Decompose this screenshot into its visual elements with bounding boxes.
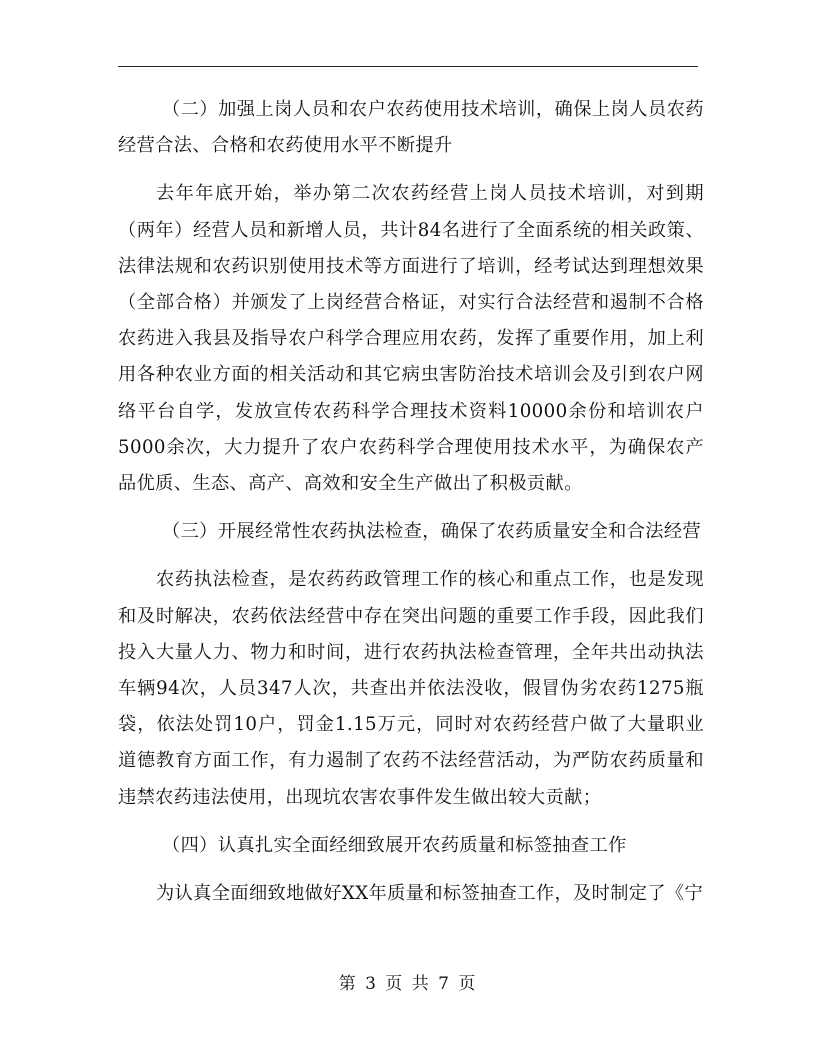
section-heading-2: （二）加强上岗人员和农户农药使用技术培训，确保上岗人员农药经营合法、合格和农药使用水平不断提升 bbox=[118, 99, 704, 157]
body-paragraph: 去年年底开始，举办第二次农药经营上岗人员技术培训，对到期（两年）经营人员和新增人员，共计84名进行了全面系统的相关政策、法律法规和农药识别使用技术等方面进行了培训，经考试达到理想效果（全部合格）并颁发了上岗经营合格证，对实行合法经营和遏制不合格农药进入我县及指导农户科学合理应用农药，发挥了重要作用，加上利用各种农业方面的相关活动和其它病虫害防治技术培训会及引到农户网络平台自学，发放宣传农药科学合理技术资料10000余份和培训农户5000余次，大力提升了农户农药科学合理使用技术水平，为确保农产品优质、生态、高产、高效和安全生产做出了积极贡献。 bbox=[118, 183, 704, 495]
paragraph-gap bbox=[118, 164, 704, 176]
section-heading-3: （三）开展经常性农药执法检查，确保了农药质量安全和合法经营 bbox=[162, 521, 702, 543]
page-number-footer: 第 3 页 共 7 页 bbox=[338, 974, 478, 994]
body-paragraph: 农药执法检查，是农药药政管理工作的核心和重点工作，也是发现和及时解决，农药依法经营中存在突出问题的重要工作手段，因此我们投入大量人力、物力和时间，进行农药执法检查管理，全年共出动执法车辆94次，人员347人次，共查出并依法没收，假冒伪劣农药1275瓶袋，依法处罚10户，罚金1.15万元，同时对农药经营户做了大量职业道德教育方面工作，有力遏制了农药不法经营活动，为严防农药质量和违禁农药违法使用，出现坑农害农事件发生做出较大贡献； bbox=[118, 569, 704, 808]
document-body bbox=[118, 92, 704, 912]
section-heading-4: （四）认真扎实全面经细致展开农药质量和标签抽查工作 bbox=[162, 834, 627, 856]
body-paragraph: 为认真全面细致地做好XX年质量和标签抽查工作，及时制定了《宁 bbox=[156, 883, 704, 905]
paragraph-gap bbox=[118, 864, 704, 876]
paragraph-gap bbox=[118, 550, 704, 562]
header-rule bbox=[118, 66, 698, 67]
paragraph-gap bbox=[118, 816, 704, 828]
paragraph-gap bbox=[118, 502, 704, 514]
